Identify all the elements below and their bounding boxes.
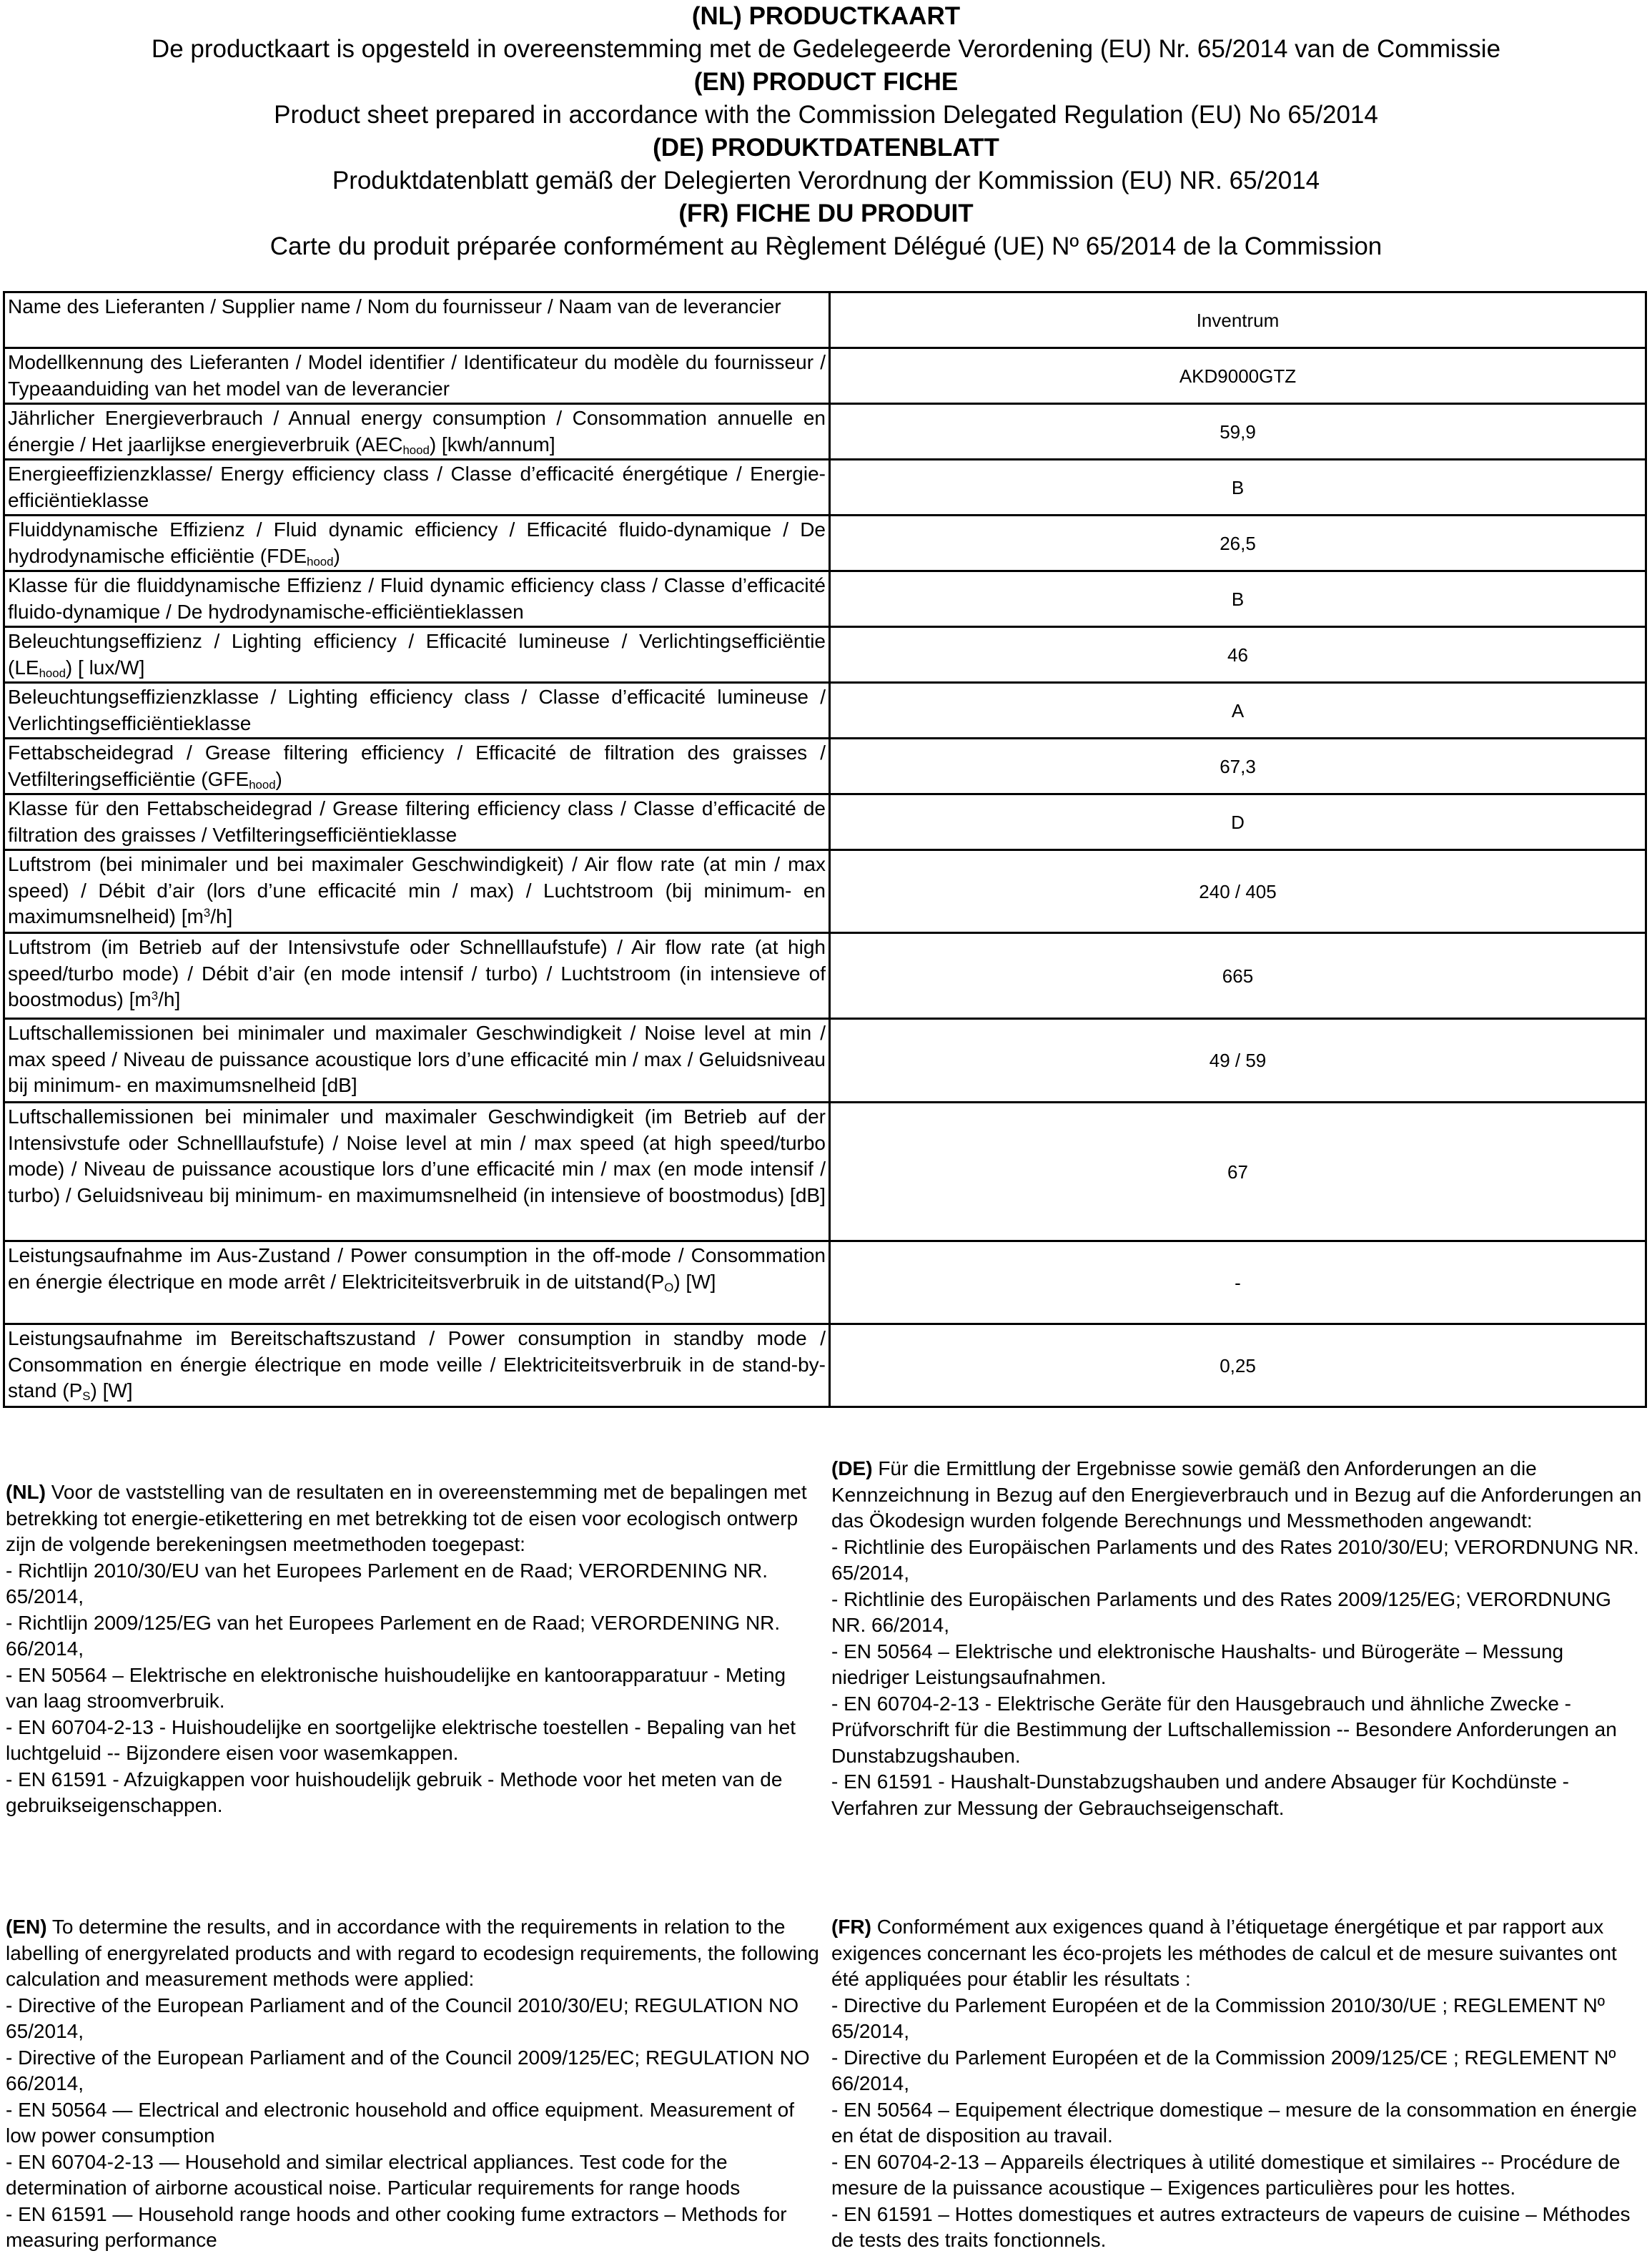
header-subtitle-en: Product sheet prepared in accordance with the Commission Delegated Regulation (EU) No 65/2014 [274, 101, 1378, 129]
method-line: - EN 50564 – Equipement électrique domestique – mesure de la consommation en énergie en état de disposition au travail. [831, 2098, 1637, 2147]
row-value: 67,3 [830, 739, 1646, 794]
method-line: - Directive of the European Parliament and of the Council 2009/125/EC; REGULATION NO 66/2014, [6, 2046, 810, 2094]
row-value: D [830, 794, 1646, 850]
method-line: - Directive du Parlement Européen et de la Commission 2009/125/CE ; REGLEMENT Nº 66/2014, [831, 2046, 1616, 2094]
table-row [4, 627, 1646, 683]
method-line: - EN 60704-2-13 - Elektrische Geräte für den Hausgebrauch und ähnliche Zwecke - Prüfvorschrift für die Bestimmung der Luftschallemission -- Besondere Anforderungen an Dunstabzugshauben. [831, 1692, 1617, 1767]
language-tag: (FR) [831, 1916, 871, 1938]
row-value: 26,5 [830, 516, 1646, 571]
row-label: Energieeffizienzklasse/ Energy efficiency class / Classe d’efficacité énergétique / Energie-efficiëntieklasse [4, 460, 830, 516]
method-line: - EN 61591 - Afzuigkappen voor huishoudelijk gebruik - Methode voor het meten van de gebruikseigenschappen. [6, 1768, 783, 1816]
row-value: 67 [830, 1103, 1646, 1241]
method-line: - EN 50564 – Elektrische en elektronische huishoudelijke en kantoorapparatuur - Meting van laag stroomverbruik. [6, 1663, 786, 1712]
row-label: Luftstrom (bei minimaler und bei maximaler Geschwindigkeit) / Air flow rate (at min / max speed) / Débit d’air (lors d’une efficacité min / max) / Luchtstroom (bij minimum- en maximumsnelheid) $[m^3/h]$ [4, 850, 830, 933]
table-row [4, 1241, 1646, 1324]
table-row [4, 1324, 1646, 1407]
table-row [4, 850, 1646, 933]
row-label: Jährlicher Energieverbrauch / Annual energy consumption / Consommation annuelle en énergie / Het jaarlijkse energieverbruik $(AEC_{hood})$ [kwh/annum] [4, 404, 830, 460]
method-line: - EN 50564 — Electrical and electronic household and office equipment. Measurement of low power consumption [6, 2098, 795, 2147]
language-tag: (EN) [6, 1916, 47, 1938]
row-value: - [830, 1241, 1646, 1324]
row-label: Luftstrom (im Betrieb auf der Intensivstufe oder Schnelllaufstufe) / Air flow rate (at high speed/turbo mode) / Débit d’air (en mode intensif / turbo) / Luchtstroom (in intensieve of boostmodus) $[m^3/h]$ [4, 933, 830, 1019]
product-spec-table [3, 291, 1647, 1408]
row-label: Leistungsaufnahme im Aus-Zustand / Power consumption in the off-mode / Consommation en énergie électrique en mode arrêt / Elektriciteitsverbruik in de $uitstand(P_O)$ [W] [4, 1241, 830, 1324]
table-row [4, 292, 1646, 348]
row-value: B [830, 460, 1646, 516]
table-row [4, 516, 1646, 571]
row-label: Luftschallemissionen bei minimaler und maximaler Geschwindigkeit / Noise level at min / max speed / Niveau de puissance acoustique lors d’une efficacité min / max / Geluidsniveau bij minimum- en maximumsnelheid [dB] [4, 1019, 830, 1103]
method-line: - Richtlinie des Europäischen Parlaments und des Rates 2010/30/EU; VERORDNUNG NR. 65/2014, [831, 1535, 1639, 1584]
method-line: - EN 61591 — Household range hoods and other cooking fume extractors – Methods for measuring performance [6, 2202, 787, 2251]
methods-en: (EN) To determine the results, and in accordance with the requirements in relation to the labelling of energyrelated products and with regard to ecodesign requirements, the following calculation and measurement methods were applied: - Directive of the European Parliament and of the Council 2010/30/EU; REGULATION NO 65/2014, - Directive of the European Parliament and of the Council 2009/125/EC; REGULATION NO 66/2014, - EN 50564 — Electrical and electronic household and office equipment. Measurement of low power consumption - EN 60704-2-13 — Household and similar electrical appliances. Test code for the determination of airborne acoustical noise. Particular requirements for range hoods - EN 61591 — Household range hoods and other cooking fume extractors – Methods for measuring performance [6, 1914, 821, 2254]
table-row [4, 348, 1646, 404]
method-line: - EN 60704-2-13 - Huishoudelijke en soortgelijke elektrische toestellen - Bepaling van het luchtgeluid -- Bijzondere eisen voor wasemkappen. [6, 1715, 796, 1764]
table-row [4, 683, 1646, 739]
method-line: - EN 61591 - Haushalt-Dunstabzugshauben und andere Absauger für Kochdünste - Verfahren zur Messung der Gebrauchseigenschaft. [831, 1770, 1570, 1819]
method-line: - EN 60704-2-13 — Household and similar electrical appliances. Test code for the determination of airborne acoustical noise. Particular requirements for range hoods [6, 2150, 741, 2199]
row-label: Klasse für die fluiddynamische Effizienz / Fluid dynamic efficiency class / Classe d’efficacité fluido-dynamique / De hydrodynamische-efficiëntieklassen [4, 571, 830, 627]
method-line: - Directive du Parlement Européen et de la Commission 2010/30/UE ; REGLEMENT Nº 65/2014, [831, 1994, 1605, 2042]
table-row [4, 460, 1646, 516]
method-line: - Richtlijn 2010/30/EU van het Europees Parlement en de Raad; VERORDENING NR. 65/2014, [6, 1559, 768, 1607]
header-title-de: (DE) PRODUKTDATENBLATT [653, 134, 999, 162]
row-label: Luftschallemissionen bei minimaler und maximaler Geschwindigkeit (im Betrieb auf der Intensivstufe oder Schnelllaufstufe) / Noise level at min / max speed (at high speed/turbo mode) / Niveau de puissance acoustique lors d’une efficacité min / max (en mode intensif / turbo) / Geluidsniveau bij minimum- en maximumsnelheid (in intensieve of boostmodus) [dB] [4, 1103, 830, 1241]
table-row [4, 794, 1646, 850]
header-title-nl: (NL) PRODUCTKAART [691, 2, 961, 30]
row-value: 49 / 59 [830, 1019, 1646, 1103]
row-label: Leistungsaufnahme im Bereitschaftszustand / Power consumption in standby mode / Consommation en énergie électrique en mode veille / Elektriciteitsverbruik in de stand-by-stand $(P_S)$ [W] [4, 1324, 830, 1407]
language-tag: (DE) [831, 1457, 873, 1479]
table-row [4, 1103, 1646, 1241]
header-title-fr: (FR) FICHE DU PRODUIT [678, 200, 974, 227]
header-subtitle-fr: Carte du produit préparée conformément au Règlement Délégué (UE) Nº 65/2014 de la Commission [269, 232, 1383, 260]
row-value: 0,25 [830, 1324, 1646, 1407]
table-row [4, 1019, 1646, 1103]
method-line: - Richtlinie des Europäischen Parlaments und des Rates 2009/125/EG; VERORDNUNG NR. 66/2014, [831, 1587, 1611, 1636]
row-label: Beleuchtungseffizienzklasse / Lighting efficiency class / Classe d’efficacité lumineuse / Verlichtingsefficiëntieklasse [4, 683, 830, 739]
row-value: AKD9000GTZ [830, 348, 1646, 404]
method-line: - EN 61591 – Hottes domestiques et autres extracteurs de vapeurs de cuisine – Méthodes de tests des traits fonctionnels. [831, 2202, 1631, 2251]
row-value: 240 / 405 [830, 850, 1646, 933]
method-line: - EN 50564 – Elektrische und elektronische Haushalts- und Bürogeräte – Messung niedriger Leistungsaufnahmen. [831, 1640, 1564, 1688]
row-value: Inventrum [830, 292, 1646, 348]
table-row [4, 571, 1646, 627]
header-subtitle-nl: De productkaart is opgesteld in overeenstemming met de Gedelegeerde Verordening (EU) Nr. 65/2014 van de Commissie [151, 35, 1501, 63]
row-value: 46 [830, 627, 1646, 683]
header-subtitle-de: Produktdatenblatt gemäß der Delegierten Verordnung der Kommission (EU) NR. 65/2014 [332, 167, 1320, 194]
row-value: A [830, 683, 1646, 739]
methods-nl: (NL) Voor de vaststelling van de resultaten en in overeenstemming met de bepalingen met betrekking tot energie-etikettering en met betrekking tot de eisen voor ecologisch ontwerp zijn de volgende berekeningsen meetmethoden toegepast: - Richtlijn 2010/30/EU van het Europees Parlement en de Raad; VERORDENING NR. 65/2014, - Richtlijn 2009/125/EG van het Europees Parlement en de Raad; VERORDENING NR. 66/2014, - EN 50564 – Elektrische en elektronische huishoudelijke en kantoorapparatuur - Meting van laag stroomverbruik. - EN 60704-2-13 - Huishoudelijke en soortgelijke elektrische toestellen - Bepaling van het luchtgeluid -- Bijzondere eisen voor wasemkappen. - EN 61591 - Afzuigkappen voor huishoudelijk gebruik - Methode voor het meten van de gebruikseigenschappen. [6, 1479, 821, 1819]
document-header [0, 0, 1652, 263]
row-label: Modellkennung des Lieferanten / Model identifier / Identificateur du modèle du fournisseur / Typeaanduiding van het model van de leverancier [4, 348, 830, 404]
method-line: - Richtlijn 2009/125/EG van het Europees Parlement en de Raad; VERORDENING NR. 66/2014, [6, 1611, 781, 1660]
methods-de: (DE) Für die Ermittlung der Ergebnisse sowie gemäß den Anforderungen an die Kennzeichnung in Bezug auf den Energieverbrauch und in Bezug auf die Anforderungen an das Ökodesign wurden folgende Berechnungs und Messmethoden angewandt: - Richtlinie des Europäischen Parlaments und des Rates 2010/30/EU; VERORDNUNG NR. 65/2014, - Richtlinie des Europäischen Parlaments und des Rates 2009/125/EG; VERORDNUNG NR. 66/2014, - EN 50564 – Elektrische und elektronische Haushalts- und Bürogeräte – Messung niedriger Leistungsaufnahmen. - EN 60704-2-13 - Elektrische Geräte für den Hausgebrauch und ähnliche Zwecke - Prüfvorschrift für die Bestimmung der Luftschallemission -- Besondere Anforderungen an Dunstabzugshauben. - EN 61591 - Haushalt-Dunstabzugshauben und andere Absauger für Kochdünste - Verfahren zur Messung der Gebrauchseigenschaft. [831, 1456, 1646, 1821]
table-row [4, 739, 1646, 794]
row-label: Fluiddynamische Effizienz / Fluid dynamic efficiency / Efficacité fluido-dynamique / De hydrodynamische efficiëntie $(FDE_{hood})$ [4, 516, 830, 571]
header-title-en: (EN) PRODUCT FICHE [693, 68, 959, 96]
method-line: - EN 60704-2-13 – Appareils électriques à utilité domestique et similaires -- Procédure de mesure de la puissance acoustique – Exigences particulières pour les hottes. [831, 2150, 1621, 2199]
row-value: 665 [830, 933, 1646, 1019]
row-label: Name des Lieferanten / Supplier name / Nom du fournisseur / Naam van de leverancier [4, 292, 830, 348]
row-label: Fettabscheidegrad / Grease filtering efficiency / Efficacité de filtration des graisses / Vetfilteringsefficiëntie $(GFE_{hood})$ [4, 739, 830, 794]
methods-fr: (FR) Conformément aux exigences quand à l’étiquetage énergétique et par rapport aux exigences concernant les éco-projets les méthodes de calcul et de mesure suivantes ont été appliquées pour établir les résultats : - Directive du Parlement Européen et de la Commission 2010/30/UE ; REGLEMENT Nº 65/2014, - Directive du Parlement Européen et de la Commission 2009/125/CE ; REGLEMENT Nº 66/2014, - EN 50564 – Equipement électrique domestique – mesure de la consommation en énergie en état de disposition au travail. - EN 60704-2-13 – Appareils électriques à utilité domestique et similaires -- Procédure de mesure de la puissance acoustique – Exigences particulières pour les hottes. - EN 61591 – Hottes domestiques et autres extracteurs de vapeurs de cuisine – Méthodes de tests des traits fonctionnels. [831, 1914, 1646, 2254]
table-row [4, 404, 1646, 460]
row-value: 59,9 [830, 404, 1646, 460]
row-label: Beleuchtungseffizienz / Lighting efficiency / Efficacité lumineuse / Verlichtingsefficiëntie $(LE_{hood})$ [ lux/W] [4, 627, 830, 683]
language-tag: (NL) [6, 1481, 46, 1503]
row-label: Klasse für den Fettabscheidegrad / Grease filtering efficiency class / Classe d’efficacité de filtration des graisses / Vetfilteringsefficiëntieklasse [4, 794, 830, 850]
method-line: - Directive of the European Parliament and of the Council 2010/30/EU; REGULATION NO 65/2014, [6, 1994, 799, 2042]
table-row [4, 933, 1646, 1019]
row-value: B [830, 571, 1646, 627]
